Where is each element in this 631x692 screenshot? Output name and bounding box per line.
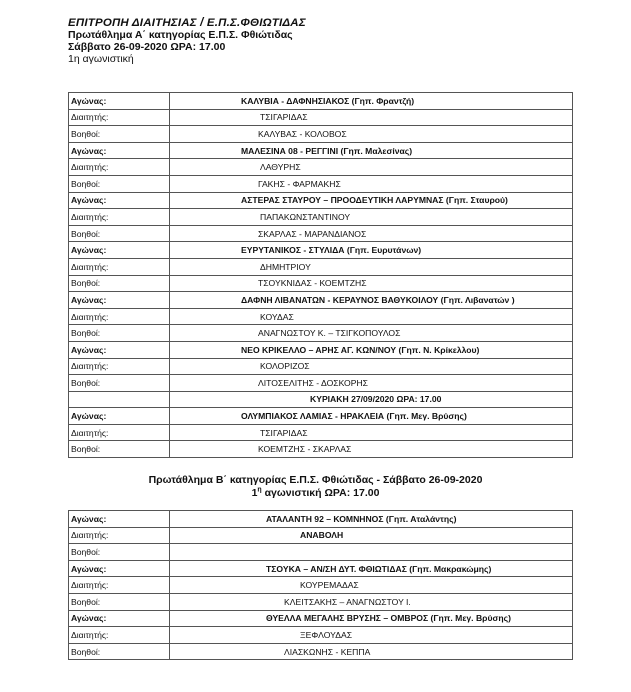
row-value: ΚΟΥΔΑΣ	[260, 311, 294, 322]
row-label: Αγώνας:	[69, 242, 170, 259]
fixture-row-ref	[69, 424, 573, 441]
row-value: ΔΗΜΗΤΡΙΟΥ	[260, 261, 311, 272]
championship-title: Πρωτάθλημα Α΄ κατηγορίας Ε.Π.Σ. Φθιώτιδας	[68, 29, 293, 41]
fixture-row-ref	[69, 527, 573, 544]
row-value: ΘΥΕΛΛΑ ΜΕΓΑΛΗΣ ΒΡΥΣΗΣ – ΟΜΒΡΟΣ (Γηπ. Μεγ. Βρύσης)	[266, 613, 511, 624]
row-value-cell	[170, 593, 573, 610]
row-label: Βοηθοί:	[69, 325, 170, 342]
section-b-heading	[0, 474, 631, 499]
section-b-title: Πρωτάθλημα Β΄ κατηγορίας Ε.Π.Σ. Φθιώτιδας - Σάββατο 26-09-2020	[148, 474, 483, 486]
row-value: ΜΑΛΕΣΙΝΑ 08 - ΡΕΓΓΙΝΙ (Γηπ. Μαλεσίνας)	[241, 145, 413, 156]
row-value-cell	[170, 175, 573, 192]
match-date-time: Σάββατο 26-09-2020 ΩΡΑ: 17.00	[68, 41, 226, 53]
row-value-cell	[170, 242, 573, 259]
row-value-cell	[170, 544, 573, 561]
row-label: Αγώνας:	[69, 192, 170, 209]
fixture-row-ast	[69, 375, 573, 392]
row-value: ΓΑΚΗΣ - ΦΑΡΜΑΚΗΣ	[258, 178, 341, 189]
row-label: Διαιτητής:	[69, 424, 170, 441]
fixture-row-ref	[69, 627, 573, 644]
fixture-row-match	[69, 93, 573, 110]
row-value-cell	[170, 159, 573, 176]
row-value-cell	[170, 126, 573, 143]
row-value: ΛΙΑΣΚΩΝΗΣ - ΚΕΠΠΑ	[284, 646, 371, 657]
fixture-row-ref	[69, 577, 573, 594]
row-value-cell	[170, 325, 573, 342]
fixture-row-ref	[69, 308, 573, 325]
fixture-row-ref	[69, 258, 573, 275]
row-value-cell	[170, 258, 573, 275]
row-value-cell	[170, 627, 573, 644]
row-value: ΚΛΕΙΤΣΑΚΗΣ – ΑΝΑΓΝΩΣΤΟΥ Ι.	[284, 596, 411, 607]
row-value: ΔΑΦΝΗ ΛΙΒΑΝΑΤΩΝ - ΚΕΡΑΥΝΟΣ ΒΑΘΥΚΟΙΛΟΥ (Γηπ. Λιβανατών )	[241, 294, 515, 305]
row-label: Αγώνας:	[69, 142, 170, 159]
row-value-cell	[170, 358, 573, 375]
row-value: ΚΟΛΟΡΙΖΟΣ	[260, 361, 310, 372]
fixture-row-ref	[69, 358, 573, 375]
row-value-cell	[170, 341, 573, 358]
fixture-row-date	[69, 391, 573, 408]
fixture-row-ref	[69, 159, 573, 176]
row-label: Διαιτητής:	[69, 109, 170, 126]
row-label: Βοηθοί:	[69, 275, 170, 292]
row-value-cell	[170, 192, 573, 209]
fixture-row-ref	[69, 109, 573, 126]
section-b-round-suffix: η	[257, 486, 262, 493]
fixture-row-match	[69, 408, 573, 425]
row-label: Αγώνας:	[69, 408, 170, 425]
row-label: Αγώνας:	[69, 610, 170, 627]
fixture-row-ast	[69, 325, 573, 342]
row-value-cell	[170, 610, 573, 627]
row-value-cell	[170, 527, 573, 544]
row-label: Βοηθοί:	[69, 375, 170, 392]
fixtures-table-b	[68, 510, 573, 660]
row-label: Βοηθοί:	[69, 225, 170, 242]
row-label: Διαιτητής:	[69, 358, 170, 375]
fixture-row-match	[69, 341, 573, 358]
fixture-row-ast	[69, 593, 573, 610]
fixture-row-ref	[69, 209, 573, 226]
row-value: ΑΝΑΓΝΩΣΤΟΥ Κ. – ΤΣΙΓΚΟΠΟΥΛΟΣ	[258, 328, 401, 339]
row-value: ΑΤΑΛΑΝΤΗ 92 – ΚΟΜΝΗΝΟΣ (Γηπ. Αταλάντης)	[266, 513, 457, 524]
row-label: Διαιτητής:	[69, 308, 170, 325]
row-label: Βοηθοί:	[69, 593, 170, 610]
row-label: Διαιτητής:	[69, 577, 170, 594]
row-label: Αγώνας:	[69, 292, 170, 309]
row-value: ΛΑΘΥΡΗΣ	[260, 162, 301, 173]
row-label: Βοηθοί:	[69, 544, 170, 561]
document-header	[68, 17, 306, 65]
fixture-row-match	[69, 142, 573, 159]
row-value: ΝΕΟ ΚΡΙΚΕΛΛΟ – ΑΡΗΣ ΑΓ. ΚΩΝ/ΝΟΥ (Γηπ. Ν. Κρίκελλου)	[241, 344, 480, 355]
row-label: Αγώνας:	[69, 511, 170, 528]
row-label: Διαιτητής:	[69, 209, 170, 226]
row-value: ΕΥΡΥΤΑΝΙΚΟΣ - ΣΤΥΛΙΔΑ (Γηπ. Ευρυτάνων)	[241, 245, 422, 256]
fixture-row-match	[69, 610, 573, 627]
row-value: ΞΕΦΛΟΥΔΑΣ	[300, 629, 353, 640]
round-label: 1η αγωνιστική	[68, 53, 134, 65]
row-value: ΤΣΙΓΑΡΙΔΑΣ	[260, 427, 308, 438]
fixture-row-match	[69, 560, 573, 577]
row-label: Βοηθοί:	[69, 643, 170, 660]
row-value-cell	[170, 408, 573, 425]
row-value-cell	[170, 209, 573, 226]
row-value-cell	[170, 275, 573, 292]
row-label: Διαιτητής:	[69, 258, 170, 275]
fixture-row-match	[69, 192, 573, 209]
row-value-cell	[170, 93, 573, 110]
row-value: ΟΛΥΜΠΙΑΚΟΣ ΛΑΜΙΑΣ - ΗΡΑΚΛΕΙΑ (Γηπ. Μεγ. Βρύσης)	[241, 411, 467, 422]
row-label: Διαιτητής:	[69, 527, 170, 544]
fixture-row-match	[69, 292, 573, 309]
fixture-row-ast	[69, 175, 573, 192]
row-value-cell	[170, 142, 573, 159]
section-b-round-number: 1	[251, 486, 258, 499]
fixture-row-ast	[69, 275, 573, 292]
row-value-cell	[170, 577, 573, 594]
row-value: ΚΥΡΙΑΚΗ 27/09/2020 ΩΡΑ: 17.00	[310, 394, 442, 405]
row-value: ΤΣΟΥΚΑ – ΑΝ/ΣΗ ΔΥΤ. ΦΘΙΩΤΙΔΑΣ (Γηπ. Μακρακώμης)	[266, 563, 492, 574]
row-label: Βοηθοί:	[69, 175, 170, 192]
row-value-cell	[170, 643, 573, 660]
row-label: Αγώνας:	[69, 341, 170, 358]
row-label: Βοηθοί:	[69, 441, 170, 458]
row-value-cell	[170, 292, 573, 309]
row-value-cell	[170, 225, 573, 242]
row-value-cell	[170, 308, 573, 325]
row-value: ΚΑΛΥΒΑΣ - ΚΟΛΟΒΟΣ	[258, 128, 347, 139]
row-value-cell	[170, 511, 573, 528]
row-label: Διαιτητής:	[69, 627, 170, 644]
fixture-row-match	[69, 511, 573, 528]
row-value-cell	[170, 375, 573, 392]
row-value: ΤΣΙΓΑΡΙΔΑΣ	[260, 112, 308, 123]
fixture-row-ast	[69, 126, 573, 143]
row-label: Βοηθοί:	[69, 126, 170, 143]
row-value: ΚΑΛΥΒΙΑ - ΔΑΦΝΗΣΙΑΚΟΣ (Γηπ. Φραντζή)	[241, 95, 415, 106]
row-value: ΠΑΠΑΚΩΝΣΤΑΝΤΙΝΟΥ	[260, 211, 351, 222]
row-label: Αγώνας:	[69, 93, 170, 110]
fixture-row-ast	[69, 225, 573, 242]
row-value: ΑΝΑΒΟΛΗ	[300, 530, 344, 541]
row-value: ΑΣΤΕΡΑΣ ΣΤΑΥΡΟΥ – ΠΡΟΟΔΕΥΤΙΚΗ ΛΑΡΥΜΝΑΣ (Γηπ. Σταυρού)	[241, 195, 508, 206]
row-label	[69, 391, 170, 408]
section-b-round-rest: αγωνιστική ΩΡΑ: 17.00	[261, 486, 380, 499]
row-value-cell	[170, 424, 573, 441]
row-value: ΚΟΥΡΕΜΑΔΑΣ	[300, 580, 359, 591]
fixture-row-ast	[69, 643, 573, 660]
row-value: ΤΣΟΥΚΝΙΔΑΣ - ΚΟΕΜΤΖΗΣ	[258, 278, 367, 289]
row-label: Αγώνας:	[69, 560, 170, 577]
row-value: ΣΚΑΡΛΑΣ - ΜΑΡΑΝΔΙΑΝΟΣ	[258, 228, 367, 239]
fixtures-table-a	[68, 92, 573, 458]
row-value: ΛΙΤΟΣΕΛΙΤΗΣ - ΔΟΣΚΟΡΗΣ	[258, 377, 368, 388]
row-value-cell	[170, 391, 573, 408]
row-value-cell	[170, 560, 573, 577]
committee-title: ΕΠΙΤΡΟΠΗ ΔΙΑΙΤΗΣΙΑΣ / Ε.Π.Σ.ΦΘΙΩΤΙΔΑΣ	[68, 17, 306, 29]
row-value-cell	[170, 109, 573, 126]
row-value-cell	[170, 441, 573, 458]
row-label: Διαιτητής:	[69, 159, 170, 176]
fixture-row-ast	[69, 441, 573, 458]
fixture-row-ast	[69, 544, 573, 561]
fixture-row-match	[69, 242, 573, 259]
row-value: ΚΟΕΜΤΖΗΣ - ΣΚΑΡΛΑΣ	[258, 444, 352, 455]
section-b-round	[0, 487, 631, 500]
